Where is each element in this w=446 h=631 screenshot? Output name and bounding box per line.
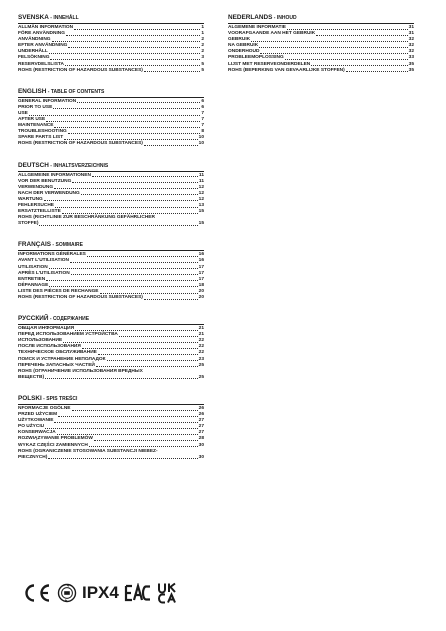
dot-leader — [287, 29, 408, 30]
dot-leader — [260, 53, 407, 54]
entry-label: PRIOR TO USE — [18, 104, 53, 110]
toc-column-right — [228, 14, 414, 88]
entry-label: DÉPANNAGE — [18, 282, 49, 288]
dot-leader — [346, 71, 408, 72]
page-number: 12 — [198, 184, 204, 190]
page-number: 32 — [408, 43, 414, 49]
page-number: 12 — [198, 190, 204, 196]
page-number: 1 — [201, 31, 204, 37]
entry-label: PROBLEEMOPLOSSING — [228, 55, 284, 61]
entry-label: KONSERWACJA — [18, 430, 56, 436]
dot-leader — [54, 422, 197, 423]
entry-label: UTILISATION — [18, 264, 48, 270]
entry-label: FEHLERSUCHE — [18, 202, 54, 208]
dot-leader — [50, 59, 200, 60]
entry-label: ИСПОЛЬЗОВАНИЕ — [18, 338, 63, 344]
dot-leader — [251, 41, 408, 42]
dot-leader — [44, 200, 198, 201]
page-number: 10 — [198, 135, 204, 141]
entry-label: ONDERHOUD — [228, 49, 260, 55]
dot-leader — [54, 188, 198, 189]
dot-leader — [96, 366, 198, 367]
entry-continuation — [18, 455, 204, 461]
ce-mark-icon — [22, 583, 52, 603]
page-number: 7 — [201, 123, 204, 129]
page-number: 8 — [201, 129, 204, 135]
entry-label: FÖRE ANVÄNDNING — [18, 31, 65, 37]
page-number: 13 — [198, 202, 204, 208]
page-number: 35 — [408, 67, 414, 73]
entry-label: AFTER USE — [18, 117, 46, 123]
entry-label: TROUBLESHOOTING — [18, 129, 67, 135]
dot-leader — [119, 336, 198, 337]
dot-leader — [285, 59, 408, 60]
section-heading — [18, 162, 204, 172]
dot-leader — [71, 274, 198, 275]
dot-leader — [39, 225, 197, 226]
entry-label: EFTER ANVÄNDNING — [18, 43, 68, 49]
page-number: 22 — [198, 350, 204, 356]
section-heading — [18, 395, 204, 405]
dot-leader — [53, 108, 200, 109]
entry-label: ERSATZTEILLISTE — [18, 209, 61, 215]
dot-leader — [54, 127, 200, 128]
dot-leader — [46, 121, 200, 122]
entry-label: GENERAL INFORMATION — [18, 98, 77, 104]
page-number: 22 — [198, 344, 204, 350]
entry-label: ROHS (OGRANICZENIE STOSOWANIA SUBSTANCJI NIEBEZ- — [18, 448, 158, 454]
contents-subtitle: TABLE OF CONTENTS — [50, 88, 105, 95]
page-number: 17 — [198, 270, 204, 276]
page-number: 3 — [201, 55, 204, 61]
dot-leader — [72, 410, 198, 411]
ukca-mark-icon — [157, 582, 179, 604]
contents-subtitle: СОДЕРЖАНИЕ — [52, 316, 90, 323]
page-number: 25 — [198, 374, 204, 380]
page-number: 25 — [198, 362, 204, 368]
entry-label: ROHS (RICHTLINIE ZUR BESCHRÄNKUNG GEFÄHRLICHER — [18, 215, 155, 221]
dot-leader — [63, 342, 198, 343]
dot-leader — [48, 458, 197, 459]
page-number: 30 — [198, 454, 204, 460]
dot-leader — [94, 440, 198, 441]
entry-label: ОБЩАЯ ИНФОРМАЦИЯ — [18, 326, 75, 332]
certification-marks — [22, 580, 192, 606]
entry-label: UŻYTKOWANIE — [18, 418, 54, 424]
dot-leader — [316, 35, 407, 36]
entry-label: ENTRETIEN — [18, 276, 46, 282]
entry-label: ROHS (BEPERKING VAN GEVAARLIJKE STOFFEN) — [228, 67, 345, 73]
entry-label: ПОИСК И УСТРАНЕНИЕ НЕПОЛАДОК — [18, 356, 106, 362]
dot-leader — [65, 65, 200, 66]
dot-leader — [81, 194, 198, 195]
recycling-symbol-icon — [57, 583, 77, 603]
page-number: 15 — [198, 209, 204, 215]
section-heading — [18, 88, 204, 98]
page-number: 16 — [198, 258, 204, 264]
entry-label: MAINTENANCE — [18, 123, 54, 129]
entry-continuation — [18, 221, 204, 227]
page-number: 11 — [198, 178, 204, 184]
entry-label: ПОСЛЕ ИСПОЛЬЗОВАНИЯ — [18, 344, 81, 350]
entry-label: UNDERHÅLL — [18, 49, 48, 55]
toc-section-polski — [18, 395, 204, 461]
contents-subtitle: SOMMAIRE — [55, 242, 83, 249]
section-heading — [18, 241, 204, 251]
entry-label: ROHS (RESTRICTION OF HAZARDOUS SUBSTANCES) — [18, 141, 143, 147]
section-heading — [18, 14, 204, 24]
page-number: 35 — [408, 61, 414, 67]
language-name: FRANÇAIS — [18, 241, 52, 249]
entry-continuation — [18, 375, 204, 381]
page-number: 26 — [198, 412, 204, 418]
dot-leader — [74, 29, 200, 30]
toc-entry[interactable] — [18, 141, 204, 147]
dot-leader — [100, 293, 198, 294]
heading-separator: - — [41, 395, 47, 402]
dot-leader — [45, 378, 198, 379]
dot-leader — [49, 53, 200, 54]
page-number: 26 — [198, 405, 204, 411]
entry-label: ROHS (RESTRICTION OF HAZARDOUS SUBSTANCES) — [18, 67, 143, 73]
section-heading — [228, 14, 414, 24]
dot-leader — [62, 213, 198, 214]
page-number: 5 — [201, 67, 204, 73]
entry-label: VERWENDUNG — [18, 184, 54, 190]
toc-section-nederlands — [228, 14, 414, 74]
page-number: 31 — [408, 31, 414, 37]
page-number: 16 — [198, 252, 204, 258]
dot-leader — [68, 47, 200, 48]
heading-separator: - — [51, 242, 56, 249]
page-number: 21 — [198, 332, 204, 338]
page-number: 32 — [408, 37, 414, 43]
entry-label: RESERVDELSLISTA — [18, 61, 64, 67]
dot-leader — [52, 41, 201, 42]
dot-leader — [57, 434, 198, 435]
entry-label: VOORAFGAANDE AAN HET GEBRUIK — [228, 31, 316, 37]
page-number: 15 — [198, 221, 204, 227]
dot-leader — [92, 176, 198, 177]
dot-leader — [66, 35, 200, 36]
page-number: 32 — [408, 49, 414, 55]
entry-label: PO UŻYCIU — [18, 424, 45, 430]
entry-label: ROZWIĄZYWANIE PROBLEMÓW — [18, 436, 93, 442]
entry-label: NFORMACJE OGÓLNE — [18, 405, 71, 411]
page-number: 28 — [198, 436, 204, 442]
entry-label: ALLMÄN INFORMATION — [18, 25, 74, 30]
toc-entry[interactable] — [18, 68, 204, 74]
toc-section-svenska — [18, 14, 204, 74]
dot-leader — [311, 65, 407, 66]
toc-column-left — [18, 14, 204, 475]
heading-separator: - — [272, 15, 277, 21]
entry-label: ROHS (ОГРАНИЧЕНИЕ ИСПОЛЬЗОВАНИЯ ВРЕДНЫХ — [18, 368, 143, 374]
page-number: 6 — [201, 98, 204, 104]
entry-label: LIJST MET RESERVEONDERDELEN — [228, 61, 311, 67]
dot-leader — [82, 348, 198, 349]
toc-section-francais — [18, 241, 204, 301]
entry-label: VOR DER BENUTZUNG — [18, 178, 72, 184]
page-number: 27 — [198, 430, 204, 436]
page-number: 31 — [408, 25, 414, 30]
dot-leader — [144, 299, 198, 300]
entry-label: FELSÖKNING — [18, 55, 50, 61]
toc-entry[interactable] — [18, 369, 204, 381]
entry-label-continued: STOFFE) — [18, 221, 39, 227]
page-number: 20 — [198, 288, 204, 294]
dot-leader — [49, 268, 198, 269]
dot-leader — [68, 133, 201, 134]
page-number: 23 — [198, 356, 204, 362]
entry-label: PRZED UŻYCIEM — [18, 412, 58, 418]
eac-mark-icon — [124, 583, 152, 603]
dot-leader — [58, 416, 197, 417]
dot-leader — [46, 280, 197, 281]
entry-label: APRÈS L'UTILISATION — [18, 270, 70, 276]
page-number: 1 — [201, 25, 204, 30]
toc-entry[interactable] — [228, 68, 414, 74]
heading-separator: - — [48, 162, 54, 169]
page-number: 2 — [201, 49, 204, 55]
entry-label: ANVÄNDNING — [18, 37, 51, 43]
toc-section- — [18, 315, 204, 381]
entry-label: NA GEBRUIK — [228, 43, 259, 49]
page-number: 5 — [201, 61, 204, 67]
page-number: 27 — [198, 424, 204, 430]
entry-label-continued: ВЕЩЕСТВ) — [18, 374, 45, 380]
page-number: 30 — [198, 442, 204, 448]
page-number: 21 — [198, 326, 204, 332]
page-number: 33 — [408, 55, 414, 61]
toc-section-deutsch — [18, 162, 204, 228]
dot-leader — [87, 256, 198, 257]
page-number: 12 — [198, 196, 204, 202]
entry-label: ROHS (RESTRICTION OF HAZARDOUS SUBSTANCES) — [18, 295, 143, 300]
ipx4-rating: IPX4 — [82, 583, 119, 602]
entry-label: ALLGEMEINE INFORMATIONEN — [18, 172, 91, 178]
page-number: 18 — [198, 282, 204, 288]
heading-separator: - — [48, 15, 54, 21]
dot-leader — [64, 139, 198, 140]
contents-subtitle: INHALTSVERZEICHNIS — [53, 162, 109, 169]
language-name: РУССКИЙ — [18, 315, 49, 323]
section-heading — [18, 315, 204, 325]
dot-leader — [98, 354, 198, 355]
entry-label: INFORMATIONS GÉNÉRALES — [18, 252, 86, 258]
toc-section-english — [18, 88, 204, 148]
entry-label-continued: PIECZNYCH) — [18, 454, 48, 460]
dot-leader — [144, 71, 200, 72]
page-number: 27 — [198, 418, 204, 424]
page-number: 22 — [198, 338, 204, 344]
language-name: DEUTSCH — [18, 161, 49, 169]
language-name: SVENSKA — [18, 14, 49, 21]
language-name: POLSKI — [18, 394, 42, 402]
entry-label: AVANT L'UTILISATION — [18, 258, 69, 264]
dot-leader — [70, 262, 198, 263]
entry-label: GEBRUIK — [228, 37, 251, 43]
page-number: 7 — [201, 110, 204, 116]
page-number: 2 — [201, 37, 204, 43]
entry-label: LISTE DES PIÈCES DE RECHANGE — [18, 288, 99, 294]
dot-leader — [72, 182, 198, 183]
page-number: 10 — [198, 141, 204, 147]
language-name: NEDERLANDS — [228, 14, 273, 21]
contents-subtitle: INHOUD — [276, 15, 297, 21]
entry-label: ТЕХНИЧЕСКОЕ ОБСЛУЖИВАНИЕ — [18, 350, 97, 356]
language-name: ENGLISH — [18, 87, 47, 95]
entry-label: SPARE PARTS LIST — [18, 135, 64, 141]
page-number: 17 — [198, 264, 204, 270]
entry-label: ПЕРЕЧЕНЬ ЗАПАСНЫХ ЧАСТЕЙ — [18, 362, 95, 368]
page-number: 7 — [201, 117, 204, 123]
entry-label: WYKAZ CZĘŚCI ZAMIENNYCH — [18, 442, 88, 448]
dot-leader — [45, 428, 198, 429]
entry-label: NACH DER VERWENDUNG — [18, 190, 80, 196]
entry-label: WARTUNG — [18, 196, 43, 202]
entry-label: ALGEMENE INFORMATIE — [228, 25, 287, 30]
toc-entry[interactable] — [18, 449, 204, 461]
dot-leader — [29, 115, 200, 116]
heading-separator: - — [46, 88, 51, 95]
page-number: 11 — [198, 172, 204, 178]
toc-entry[interactable] — [18, 295, 204, 301]
page-number: 2 — [201, 43, 204, 49]
dot-leader — [259, 47, 407, 48]
entry-label: ПЕРЕД ИСПОЛЬЗОВАНИЕМ УСТРОЙСТВА — [18, 332, 118, 338]
dot-leader — [49, 286, 197, 287]
page-number: 6 — [201, 104, 204, 110]
entry-label: USE — [18, 110, 28, 116]
contents-subtitle: SPIS TREŚCI — [46, 395, 78, 402]
page-number: 17 — [198, 276, 204, 282]
dot-leader — [107, 360, 198, 361]
toc-entry[interactable] — [18, 215, 204, 227]
heading-separator: - — [48, 316, 53, 323]
dot-leader — [77, 102, 200, 103]
dot-leader — [144, 145, 198, 146]
dot-leader — [75, 330, 198, 331]
dot-leader — [55, 207, 198, 208]
page-number: 20 — [198, 295, 204, 300]
dot-leader — [89, 446, 198, 447]
contents-subtitle: INNEHÅLL — [53, 15, 79, 21]
